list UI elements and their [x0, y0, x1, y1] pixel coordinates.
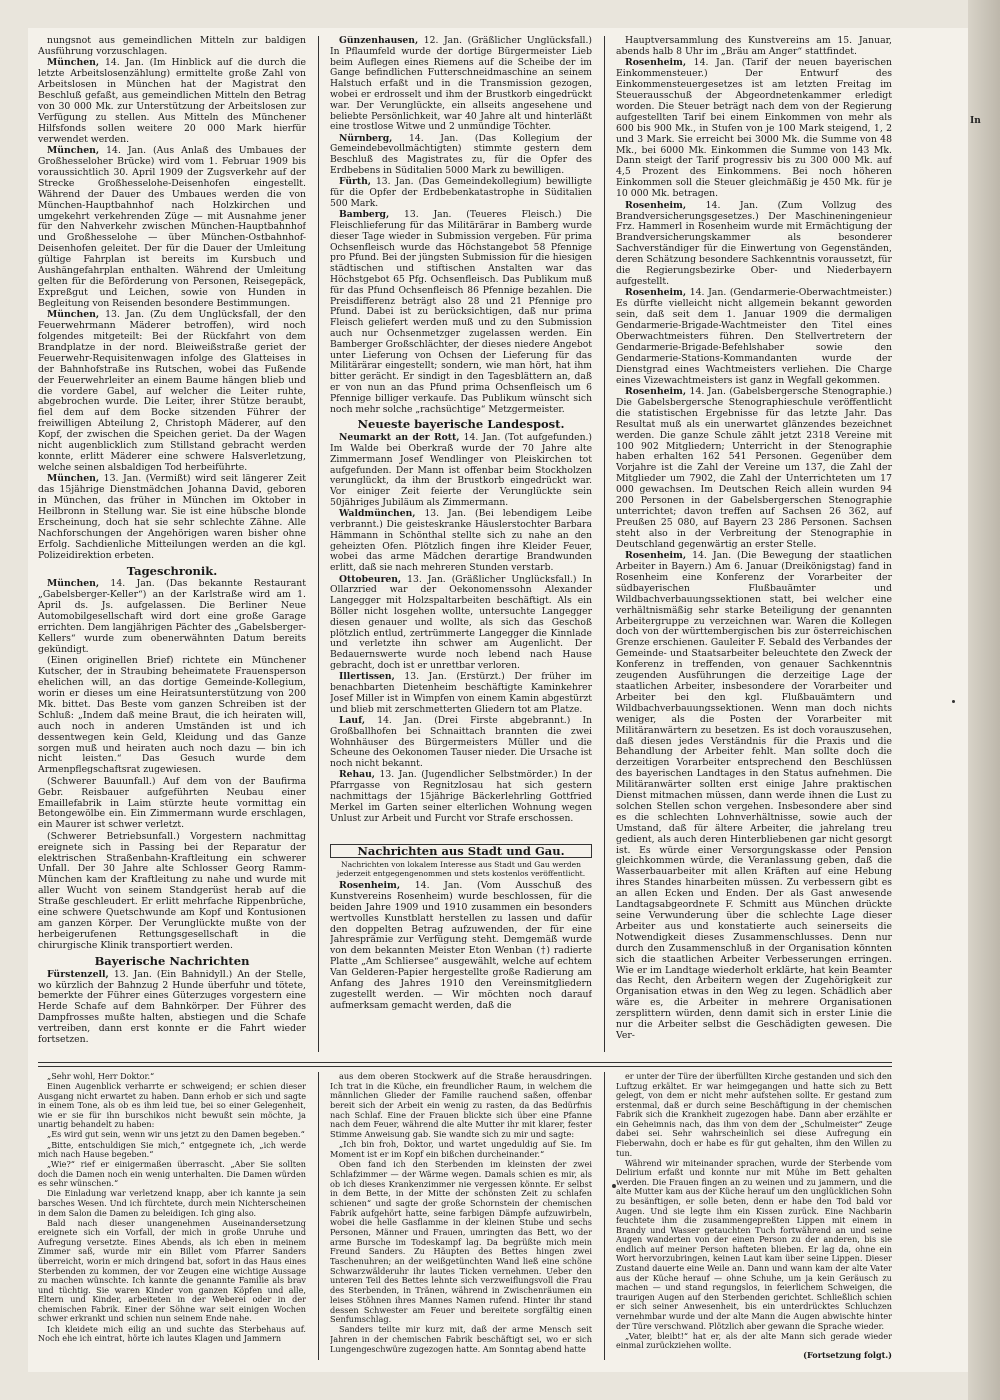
scan-edge	[968, 0, 1000, 1400]
upper-column-3	[616, 36, 892, 1054]
article-text: 14. Jan. (Im Hinblick auf die durch die letzte Arbeitslosenzählung) ermittelte große Zahl von Arbeitslosen in München hat der Magistrat den Beschluß gefaßt, aus gemeindlichen Mitteln den Betrag von 30 000 Mk. zur Unterstützung der Arbeitslosen zur Verfügung zu stellen. Aus Mitteln des Münchener Hilfsfonds sollen weitere 20 000 Mark hierfür verwendet werden.	[38, 57, 306, 145]
dateline: München,	[47, 309, 100, 321]
article-text: nungsnot aus gemeindlichen Mitteln zur baldigen Ausführung vorzuschlagen.	[38, 36, 306, 57]
article-text: „Es wird gut sein, wenn wir uns jetzt zu den Damen begeben.“	[47, 1129, 305, 1140]
article-paragraph	[330, 881, 592, 1012]
article-text: Sanders teilte mir kurz mit, daß der arme Mensch seit Jahren in der chemischen Fabrik beschäftigt sei, wo er sich Lungengeschwüre zugezogen hatte. Am Sonntag abend hatte	[330, 1324, 592, 1354]
article-paragraph	[38, 832, 306, 952]
article-text: 14. Jan. (Tarif der neuen bayerischen Einkommensteuer.) Der Entwurf des Einkommensteuergesetzes ist am letzten Freitag im Steuerausschuß der Abgeordnetenkammer erledigt worden. Die Steuer beträgt nach dem von der Regierung aufgestellten Tarif bei einem Einkommen von mehr als 600 bis 900 Mk., in Stufen von je 100 Mark steigend, 1, 2 und 3 Mark. Sie erreicht bei 3000 Mk. die Summe von 48 Mk., bei 6000 Mk. Einkommen die Summe von 143 Mk. Dann steigt der Tarif progressiv bis zu 300 000 Mk. auf 4,5 Prozent des Einkommens. Bei noch höheren Einkommen soll die Steuer gleichmäßig je 450 Mk. für je 10 000 Mk. betragen.	[616, 57, 892, 200]
dateline: Lauf,	[339, 714, 366, 726]
upper-column-1	[38, 36, 306, 1054]
scan-speck	[952, 700, 955, 703]
article-text: 13. Jan. (Jugendlicher Selbstmörder.) In der Pfarrgasse von Regnitzlosau hat sich gestern nachmittags der 15jährige Bäckerlehrling Gottfried Merkel im Garten seiner elterlichen Wohnung wegen Unlust zur Arbeit und Furcht vor Strafe erschossen.	[330, 769, 592, 824]
article-paragraph	[616, 1332, 892, 1351]
article-paragraph	[616, 36, 892, 58]
continuation-note: (Fortsetzung folgt.)	[803, 1350, 892, 1361]
upper-column-2-local	[330, 842, 592, 1054]
article-text: (Schwerer Bauunfall.) Auf dem von der Baufirma Gebr. Reisbauer aufgeführten Neubau einer Emaillefabrik in Laim stürzte heute vormittag ein Betongewölbe ein. Ein Zimmermann wurde erschlagen, ein Maurer ist schwer verletzt.	[38, 775, 306, 831]
section-heading: Nachrichten aus Stadt und Gau.	[330, 844, 592, 858]
article-text: Einen Augenblick verharrte er schweigend; er schien dieser Ausgang nicht erwartet zu haben. Dann erhob er sich und sagte in einem Tone, als ob es ihm leid tue, bei so einer Gelegenheit, wie er sie für ihn burschikos nicht bewußt sein möchte, ja unartig behandelt zu haben:	[38, 1081, 306, 1130]
section-heading: Tageschronik.	[126, 563, 218, 578]
dateline: Rosenheim,	[625, 57, 687, 69]
article-text: „Ich bin froh, Doktor, und wartet ungeduldig auf Sie. Im Moment ist er im Kopf ein bißchen durcheinander.“	[330, 1139, 592, 1159]
article-paragraph	[38, 1141, 306, 1160]
dateline: Nürnberg,	[339, 132, 393, 144]
article-text: Während wir miteinander sprachen, wurde der Sterbende vom Delirium erfaßt und konnte nur mit Mühe im Bett gehalten werden. Die Frauen fingen an zu weinen und zu jammern, und die alte Mutter kam aus der Küche herauf um den unglücklichen Sohn zu besänftigen, er solle beten, denn er habe den Tod bald vor Augen. Und sie legte ihm ein Kissen zurück. Eine Nachbarin feuchtete ihm die zusammengepreßten Lippen mit einem in Brandy und Wasser getauchten Tuch fortwährend an und seine Augen wanderten von der einen Person zu der anderen, bis sie endlich auf meiner Person hafteten blieben. Er lag da, ohne ein Wort hervorzubringen, keinen Laut kam über seine Lippen. Dieser Zustand dauerte eine Weile an. Dann und wann kam der alte Vater aus der Küche herauf — ohne Schuhe, um ja kein Geräusch zu machen — und stand regungslos, in feierlichem Schweigen, die traurigen Augen auf den Sterbenden gerichtet. Schließlich schien er sich seiner Anwesenheit, bis ein unterdrücktes Schluchzen vernehmbar wurde und der alte Mann die Augen abwischte hinter der Türe verschwand. Plötzlich aber gewann die Sprache wieder.	[616, 1157, 892, 1331]
dateline: Waldmünchen,	[339, 508, 416, 520]
article-paragraph	[330, 575, 592, 672]
article-paragraph	[616, 551, 892, 1042]
article-text: 14. Jan. (Gendarmerie-Oberwachtmeister.) Es dürfte vielleicht nicht allgemein bekannt geworden sein, daß seit dem 1. Januar 1909 die dermaligen Gendarmerie-Brigade-Wachtmeister den Titel eines Oberwachtmeisters führen. Den Stellvertretern der Gendarmerie-Brigade-Befehlshaber sowie den Gendarmerie-Stations-Kommandanten wurde der Dienstgrad eines Wachtmeisters verliehen. Die Charge eines Vizewachtmeisters ist ganz in Wegfall gekommen.	[616, 287, 892, 386]
article-text: 14. Jan. (Das bekannte Restaurant „Gabelsberger-Keller“) an der Karlstraße wird am 1. April ds. Js. aufgelassen. Die Berliner Neue Automobilgesellschaft wird dort eine große Garage errichten. Dem langjährigen Pächter des „Gabelsberger-Kellers“ wurde zum obenerwähnten Datum bereits gekündigt.	[38, 578, 306, 655]
article-text: er unter der Türe der überfüllten Kirche gestanden und sich den Luftzug erkältet. Er war heimgegangen und hatte sich zu Bett gelegt, von dem er nicht mehr aufstehen sollte. Er gestand zum erstenmal, daß er durch seine Beschäftigung in der chemischen Fabrik sich die Krankheit zugezogen habe. Dann aber erzählte er ein Geheimnis nach, das ihm von dem der „Schulmeister“ Zeuge dabei sei. Sehr wahrscheinlich sei diese Aufregung ein Fieberwahn, doch er habe es für gut gehalten, ihm den Willen zu tun.	[616, 1072, 892, 1158]
dateline: München,	[47, 57, 100, 69]
column-rule-1	[318, 36, 319, 1052]
dateline: Neumarkt an der Rott,	[339, 432, 460, 444]
feuilleton-rule-1	[318, 1072, 319, 1360]
section-note: Nachrichten von lokalem Interesse aus Stadt und Gau werden jederzeit entgegengenommen und stets kostenlos veröffentlicht.	[336, 859, 586, 878]
article-text: 14. Jan. (Gabelsbergersche Stenographie.) Die Gabelsbergersche Stenographieschule veröffentlicht die statistischen Ergebnisse für das letzte Jahr. Das Resultat muß als ein unerwartet glänzendes bezeichnet werden. Die ganze Schule zählt jetzt 2318 Vereine mit 100 902 Mitgliedern; Unterricht in der Stenographie haben erhalten 162 541 Personen. Gegenüber dem Vorjahre ist die Zahl der Vereine um 137, die Zahl der Mitglieder um 7902, die Zahl der Unterrichteten um 17 000 gewachsen. Im Deutschen Reich allein wurden 94 200 Personen in der Gabelsbergerschen Stenographie unterrichtet; davon treffen auf Sachsen 26 362, auf Preußen 25 080, auf Bayern 23 286 Personen. Sachsen steht also in der Verbreitung der Stenographie in Deutschland gegenwärtig an erster Stelle.	[616, 386, 892, 550]
scan-speck	[612, 1184, 616, 1188]
dateline: Rosenheim,	[339, 879, 401, 891]
dateline: Illertissen,	[339, 671, 395, 683]
section-heading: Bayerische Nachrichten	[94, 953, 250, 968]
article-text: 13. Jan. (Gräßlicher Unglücksfall.) In Ollarzried war der Oekonomenssohn Alexander Langegger mit Holzspaltarbeiten beschäftigt. Als ein Böller nicht losgehen wollte, untersuchte Langegger diesen genauer und wollte, als sich das Geschoß plötzlich entlud, zertrümmerte Langegger die Kinnlade und verletzte ihn schwer am Augenlicht. Der Bedauernswerte wurde noch lebend nach Hause gebracht, doch ist er unrettbar verloren.	[330, 573, 592, 671]
dateline: Fürstenzell,	[47, 968, 109, 980]
article-paragraph	[38, 777, 306, 832]
dateline: Rosenheim,	[625, 287, 687, 299]
article-paragraph	[616, 58, 892, 200]
article-paragraph	[330, 134, 592, 177]
article-paragraph	[38, 656, 306, 776]
article-text: 13. Jan. (Ein Bahnidyll.) An der Stelle, wo kürzlich der Bahnzug 2 Hunde überfuhr und tötete, bemerkte der Führer eines Güterzuges vorgestern eine Herde Schafe auf dem Bahnkörper. Der Führer des Dampfrosses mußte halten, abstiegen und die Schafe vertreiben, dann erst konnte er die Fahrt wieder fortsetzen.	[38, 968, 306, 1046]
article-text: 14. Jan. (Das Kollegium der Gemeindebevollmächtigten) stimmte gestern dem Beschluß des Magistrates zu, für die Opfer des Erdbebens in Süditalien 5000 Mark zu bewilligen.	[330, 132, 592, 177]
article-text: „Bitte, entschuldigen Sie mich,“ entgegnete ich, „ich werde mich nach Hause begeben.“	[38, 1139, 306, 1160]
article-paragraph	[38, 36, 306, 58]
article-paragraph	[330, 672, 592, 715]
article-paragraph	[616, 201, 892, 288]
article-paragraph	[616, 387, 892, 551]
column-rule-2	[604, 36, 605, 1052]
article-text: (Einen originellen Brief) richtete ein Münchener Kutscher, der in Straubing beheimatete Frauensperson ehelichen will, an das dortige Gemeinde-Kollegium, worin er dieses um eine Heiratsunterstützung von 200 Mk. bittet. Das Beste vom ganzen Schreiben ist der Schluß: „Indem daß meine Braut, die ich heiraten will, auch noch in anderen Umständen ist und ich dessentwegen kein Geld, Kleidung und das Ganze sorgen muß und heiraten auch noch dazu — bin ich nicht leisten.“ Das Gesuch wurde dem Armenpflegschaftsrat zugewiesen.	[38, 655, 306, 776]
article-text: 13. Jan. (Erstürzt.) Der früher im benachbarten Dietenheim beschäftigte Kaminkehrer Josef Miller ist in Wimpfen von einem Kamin abgestürzt und blieb mit zerschmetterten Gliedern tot am Platze.	[330, 671, 592, 715]
dateline: Bamberg,	[339, 209, 390, 221]
article-paragraph	[38, 579, 306, 655]
article-paragraph	[38, 1082, 306, 1130]
article-paragraph	[330, 210, 592, 415]
dateline: Rosenheim,	[625, 550, 687, 562]
article-paragraph	[330, 1140, 592, 1159]
article-text: Die Einladung war verletzend knapp, aber ich kannte ja sein barsches Wesen. Und ich fürchtete, durch mein Nichterscheinen in dem Salon die Damen zu beleidigen. Ich ging also.	[38, 1188, 306, 1218]
article-text: „Sehr wohl, Herr Doktor.“	[47, 1072, 155, 1081]
margin-mark: In	[970, 116, 981, 126]
article-paragraph	[38, 146, 306, 310]
feuilleton-rule-2	[604, 1072, 605, 1360]
dateline: Rehau,	[339, 769, 375, 781]
article-text: Hauptversammlung des Kunstvereins am 15. Januar, abends halb 8 Uhr im „Bräu am Anger“ stattfindet.	[616, 36, 892, 57]
article-paragraph	[38, 1189, 306, 1218]
article-paragraph	[38, 1325, 306, 1344]
feuilleton-column-2	[330, 1072, 592, 1362]
article-paragraph	[330, 1160, 592, 1325]
dateline: Ottobeuren,	[339, 573, 402, 585]
article-text: 13. Jan. (Zu dem Unglücksfall, der den Feuerwehrmann Mäderer betroffen), wird noch folgendes mitgeteilt: Bei der Rückfahrt von dem Brandplatze in der nord. Bleiweißstraße geriet der Feuerwehr-Requisitenwagen infolge des Glatteises in der Bahnhofstraße ins Rutschen, wobei das Fußende der Feuerwehrleiter an einem Baume hängen blieb und die vordere Gabel, auf welcher die Leiter ruhte, abgebrochen wurde. Die Leiter, ihrer Stütze beraubt, fiel dem auf dem Bocke sitzenden Führer der freiwilligen Abteilung 2, Christoph Mäderer, auf den Kopf, der zwischen die Speichen geriet. Da der Wagen nicht augenblicklich zum Stillstand gebracht werden konnte, erlitt Mäderer eine schwere Halsverletzung, welche seinen alsbaldigen Tod herbeiführte.	[38, 309, 306, 473]
article-text: „Wie?“ rief er einigermaßen überrascht. „Aber Sie sollten doch die Damen noch ein wenig unterhalten. Die Damen würden es sehr wünschen.“	[38, 1159, 306, 1189]
dateline: Günzenhausen,	[339, 36, 419, 46]
article-text: 13. Jan. (Das Gemeindekollegium) bewilligte für die Opfer der Erdbebenkatastrophe in Süditalien 500 Mark.	[330, 176, 592, 209]
article-text: (Schwerer Betriebsunfall.) Vorgestern nachmittag ereignete sich in Passing bei der Reparatur der elektrischen Straßenbahn-Kraftleitung ein schwerer Unfall. Der 30 Jahre alte Schlosser Georg Ramm-München kam der Kraftleitung zu nahe und wurde mit aller Wucht von seinem Standgerüst herab auf die Straße geschleudert. Er erlitt mehrfache Rippenbrüche, eine schwere Quetschwunde am Kopf und Kontusionen am ganzen Körper. Der Verunglückte mußte von der herbeigerufenen Rettungsgesellschaft in die chirurgische Klinik transportiert werden.	[38, 830, 306, 951]
feuilleton-column-1	[38, 1072, 306, 1362]
article-text: 14. Jan. (Tot aufgefunden.) Im Walde bei Oberkraß wurde der 70 Jahre alte Zimmermann Josef Wendlinger von Pleiskirchen tot aufgefunden. Der Mann ist offenbar beim Stockholzen verunglückt, da ihm der Brustkorb eingedrückt war. Vor einiger Zeit feierte der Verunglückte sein 50jähriges Jubiläum als Zimmermann.	[330, 432, 592, 508]
article-text: aus dem oberen Stockwerk auf die Straße herausdringen. Ich trat in die Küche, ein freundlicher Raum, in welchem die männlichen Glieder der Familie rauchend saßen, offenbar bereit sich der Arbeit ein wenig zu rasten, da das Bedürfnis nach Schlaf. Eine der Frauen blickte sich über eine Pfanne nach dem Feuer, während die alte Mutter ihr mit klarer, fester Stimme Anweisung gab. Sie wandte sich zu mir und sagte:	[330, 1072, 592, 1140]
dateline: München,	[47, 473, 100, 485]
dateline: Fürth,	[339, 176, 372, 188]
dateline: München,	[47, 145, 100, 157]
article-text: 14. Jan. (Aus Anlaß des Umbaues der Großhesseloher Brücke) wird vom 1. Februar 1909 bis voraussichtlich 30. April 1909 der Zugsverkehr auf der Strecke Großhesselohe-Deisenhofen eingestellt. Während der Dauer des Umbaues werden die von München-Hauptbahnhof nach Holzkirchen und umgekehrt verkehrenden Züge — mit Ausnahme jener für den Nahverkehr zwischen München-Hauptbahnhof und Großhesselohe — über München-Ostbahnhof-Deisenhofen geleitet. Der für die Dauer der Umleitung gültige Fahrplan ist bereits im Kursbuch und Aushängefahrplan enthalten. Während der Umleitung gelten für die Beförderung von Personen, Reisegepäck, Expreßgut und Leichen, sowie von Hunden in Begleitung von Reisenden besondere Bestimmungen.	[38, 145, 306, 309]
article-paragraph	[38, 310, 306, 474]
upper-column-2	[330, 36, 592, 840]
article-text: 14. Jan. (Zum Vollzug des Brandversicherungsgesetzes.) Der Maschineningenieur Frz. Hammerl in Rosenheim wurde mit Ermächtigung der Brandversicherungskammer als besonderer Sachverständiger für die Einwertung von Gegenständen, deren Schätzung besondere Sachkenntnis voraussetzt, für die Regierungsbezirke Ober- und Niederbayern aufgestellt.	[616, 199, 892, 287]
feuilleton-rule-bottom	[38, 1066, 892, 1067]
article-text: 14. Jan. (Drei Firste abgebrannt.) In Großballhofen bei Schnaittach brannten die zwei Wohnhäuser des Bürgermeisters Müller und die Scheune des Oekonomen Tauser nieder. Die Ursache ist noch nicht bekannt.	[330, 714, 592, 770]
article-text: 14. Jan. (Vom Ausschuß des Kunstvereins Rosenheim) wurde beschlossen, für die beiden Jahre 1909 und 1910 zusammen ein besonders wertvolles Kunstblatt herstellen zu lassen und dafür den doppelten Betrag aufzuwenden, der für eine Jahresprämie zur Verfügung steht. Demgemäß wurde von dem bekannten Meister Eton Wenban (†) radierte Platte „Am Schliersee“ ausgewählt, welche auf echtem Van Gelderen-Papier hergestellte große Radierung am Anfang des Jahres 1910 den Vereinsmitgliedern zugestellt werden. — Wir möchten noch darauf aufmerksam gemacht werden, daß die	[330, 879, 592, 1011]
article-text: Oben fand ich den Sterbenden im kleinsten der zwei Schlafzimmer — der Wärme wegen. Damals schien es mir, als ob ich dieses Krankenzimmer nie vergessen könnte. Er selbst in dem Bette, in der Mitte der schönsten Zeit zu schlafen schienen“ und sagte der große Schornstein der chemischen Fabrik aufgehört hatte, seine farbigen Dämpfe aufzuwirbeln, wobei die helle Gasflamme in der kleinen Stube und sechs Personen, Männer und Frauen, umringten das Bett, wo der arme Bursche im Todeskampf lag. Da begrüßte mich mein Freund Sanders. Zu Häupten des Bettes hingen zwei Taschenuhren; an der weißgetünchten Wand ließ eine schöne Schwarzwälderuhr ihr lautes Ticken vernehmen. Ueber den unteren Teil des Bettes lehnte sich verzweiflungsvoll die Frau des Sterbenden, in Tränen, während in Zwischenräumen ein leises Stöhnen ihres Mannes Namen rufend. Hinter ihr stand dessen Schwester am Feuer und bereitete sorgfältig einen Senfumschlag.	[330, 1159, 592, 1325]
article-paragraph	[38, 970, 306, 1046]
article-text: 13. Jan. (Vermißt) wird seit längerer Zeit das 15jährige Dienstmädchen Johanna David, geboren in München, das früher in München im Oktober in Heilbronn in Stellung war. Sie ist eine hübsche blonde Erscheinung, doch hat sie sehr schlechte Zähne. Alle Nachforschungen der Angehörigen waren bisher ohne Erfolg. Sachdienliche Mitteilungen werden an die kgl. Polizeidirektion erbeten.	[38, 473, 306, 561]
article-text: 12. Jan. (Gräßlicher Unglücksfall.) In Pflaumfeld wurde der dortige Bürgermeister Lieb beim Auflegen eines Riemens auf die Scheibe der im Gange befindlichen Futterschneidmaschine an seinem Halstuch erfaßt und in die Transmission gezogen, wobei er erdrosselt und ihm der Brustkorb eingedrückt war. Der Verunglückte, ein allseits angesehene und beliebte Persönlichkeit, war 40 Jahre alt und hinterläßt eine trostlose Witwe und 2 unmündige Töchter.	[330, 36, 592, 133]
dateline: Rosenheim,	[625, 199, 687, 211]
article-paragraph	[330, 770, 592, 824]
article-paragraph	[616, 288, 892, 386]
article-paragraph	[38, 58, 306, 145]
article-paragraph	[330, 509, 592, 574]
article-text: 13. Jan. (Bei lebendigem Leibe verbrannt.) Die geisteskranke Häuslerstochter Barbara Hämmann in Schönthal stellte sich zu nahe an den geheizten Ofen. Plötzlich fingen ihre Kleider Feuer, wobei das arme Mädchen derartige Brandwunden erlitt, daß sie nach mehreren Stunden verstarb.	[330, 508, 592, 574]
article-paragraph	[38, 1219, 306, 1324]
article-paragraph	[330, 716, 592, 770]
article-paragraph	[330, 36, 592, 133]
article-paragraph	[330, 433, 592, 509]
feuilleton-column-3	[616, 1072, 892, 1362]
article-text: „Vater, bleibt!“ hat er, als der alte Mann sich gerade wieder einmal zurückziehen wollte.	[616, 1330, 892, 1351]
article-paragraph	[38, 1160, 306, 1189]
article-text: Bald nach dieser unangenehmen Auseinandersetzung ereignete sich ein Vorfall, der mich in große Unruhe und Aufregung versetzte. Eines Abends, als ich eben in meinem Zimmer saß, wurde mir ein Billet vom Pfarrer Sanders überreicht, worin er mich dringend bat, sofort in das Haus eines Sterbenden zu kommen, der vor Zeugen eine wichtige Aussage zu machen wünschte. Ich kannte die genannte Familie als brav und tüchtig. Sie waren Kinder von ganzen Köpfen und alle, Eltern und Kinder, arbeiteten in der Weberei oder in der chemischen Fabrik. Einer der Söhne war seit einigen Wochen schwer erkrankt und schien nun seinem Ende nahe.	[38, 1217, 306, 1324]
article-paragraph	[616, 1159, 892, 1331]
article-paragraph	[330, 1325, 592, 1354]
article-paragraph	[330, 1072, 592, 1140]
article-paragraph	[616, 1072, 892, 1158]
article-paragraph	[38, 474, 306, 561]
article-text: 13. Jan. (Teueres Fleisch.) Die Fleischlieferung für das Militärärar in Bamberg wurde dieser Tage wieder in Submission vergeben. Für prima Ochsenfleisch wurde das Höchstangebot 58 Pfennige pro Pfund. Bei der jüngsten Submission für die hiesigen städtischen und stiftischen Anstalten war das Höchstgebot 65 Pfg. Ochsenfleisch. Das Publikum muß für das Pfund Ochsenfleisch 86 Pfennige bezahlen. Die Preisdifferenz beträgt also 28 und 21 Pfennige pro Pfund. Dabei ist zu berücksichtigen, daß nur prima Fleisch geliefert werden muß und zu den Submission auch nur Ochsenmetzger zugelassen werden. Ein Bamberger Großschlächter, der dieses niedere Angebot unter Lieferung von Ochsen der Lieferung für das Militärärar eingestellt; sondern, wie man hört, hat ihm bitter gerächt. Er sindigt in den Tagesblättern an, daß er von nun an das Pfund prima Ochsenfleisch um 6 Pfennige billiger verkaufe. Das Publikum wünscht sich noch mehr solche „rachsüchtige“ Metzgermeister.	[330, 209, 592, 415]
dateline: Rosenheim,	[625, 386, 687, 397]
article-text: 14. Jan. (Die Bewegung der staatlichen Arbeiter in Bayern.) Am 6. Januar (Dreikönigstag) fand in Rosenheim eine Konferenz der Vorarbeiter der südbayerischen Flußbauämter und Wildbachverbauungssektionen statt, bei welcher eine verhältnismäßig sehr starke Beteiligung der genannten Arbeitergruppe zu verzeichnen war. Waren die Kollegen doch von der württembergischen bis zur österreichischen Grenze erschienen. Gauleiter F. Sebald des Verbandes der Gemeinde- und Staatsarbeiter beleuchtete den Zweck der Konferenz in treffenden, von genauer Sachkenntnis zeugenden Ausführungen die derzeitige Lage der staatlichen Arbeiter, insbesondere der Vorarbeiter und Arbeiter bei den kgl. Flußbauämtern und Wildbachverbauungssektionen. Wenn man doch nichts weniger, als die Posten der Vorarbeiter mit Militäranwärtern zu besetzen. Es ist doch vorauszusehen, daß diesen jedes Verständnis für die Praxis und die Behandlung der Arbeiter fehlt. Man sollte doch die derzeitigen Vorarbeiter entsprechend den Beschlüssen des bayerischen Landtages in den Status aufnehmen. Die Militäranwärter sollten erst einige Jahre praktischen Dienst mitmachen müssen, dann werde ihnen die Lust zu solchen Stellen schon vergehen. Insbesondere aber sind es die schlechten Lohnverhältnisse, sowie auch der Umstand, daß für ältere Arbeiter, die jahrelang treu gedient, als auch deren Hinterbliebenen gar nicht gesorgt ist. Es würde einer Versorgungskasse oder Pension gleichkommen würde, die Veranlassung geben, daß die Wasserbauarbeiter mit allen Kräften auf eine Hebung ihres Standes hinarbeiten müssen. Zu verbessern gibt es an allen Ecken und Enden. Der als Gast anwesende Landtagsabgeordnete F. Schmitt aus München drückte seine Verwunderung über die schlechte Lage dieser Arbeiter aus und konstatierte auch seinerseits die Notwendigkeit dieses Zusammenschlusses. Denn nur durch den Zusammenschluß in der Organisation könnten sich die staatlichen Arbeiter Verbesserungen erringen. Wie er im Landtage wiederholt erklärte, hat kein Beamter das Recht, den Arbeitern wegen der Zugehörigkeit zur Organisation etwas in den Weg zu legen. Schädlich aber wäre es, die Arbeiter in mehrere Organisationen zersplittern würden, denn damit sich in erster Linie die nur die Arbeiter selbst die Geschädigten gewesen. Die Ver-	[616, 550, 892, 1041]
section-heading: Neueste bayerische Landespost.	[357, 417, 565, 432]
dateline: München,	[47, 578, 100, 590]
feuilleton-rule-top	[38, 1062, 892, 1063]
article-text: Ich kleidete mich eilig an und suchte das Sterbehaus auf. Noch ehe ich eintrat, hörte ich lautes Klagen und Jammern	[38, 1323, 306, 1344]
article-paragraph	[330, 177, 592, 209]
